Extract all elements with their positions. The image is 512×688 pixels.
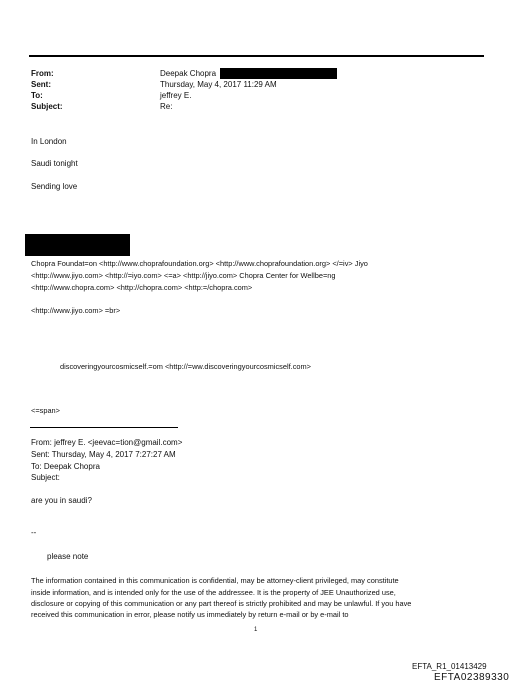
- document-id-2: EFTA02389330: [434, 672, 510, 683]
- redaction-signature: [25, 234, 130, 256]
- quoted-message: are you in saudi?: [31, 496, 92, 505]
- quoted-to: To: Deepak Chopra: [31, 462, 100, 471]
- redaction-email: [220, 68, 337, 79]
- sent-label: Sent:: [31, 80, 51, 89]
- quoted-sent: Sent: Thursday, May 4, 2017 7:27:27 AM: [31, 450, 176, 459]
- subject-label: Subject:: [31, 102, 63, 111]
- body-line-1: In London: [31, 137, 67, 146]
- from-value: Deepak Chopra: [160, 69, 217, 78]
- quoted-dashes: --: [31, 528, 37, 537]
- signature-line-3: <http://www.chopra.com> <http://chopra.com> <http:=/chopra.com>: [31, 283, 253, 292]
- subject-value: Re:: [160, 102, 173, 111]
- signature-line-5: discoveringyourcosmicself.=om <http://=ww.discoveringyourcosmicself.com>: [60, 362, 311, 371]
- quote-separator-rule: [30, 427, 178, 428]
- disclaimer-line-2: inside information, and is intended only for the use of the addressee. It is the property of JEE Unauthorized use,: [31, 588, 396, 597]
- body-line-2: Saudi tonight: [31, 159, 78, 168]
- signature-line-6: <=span>: [31, 406, 60, 415]
- to-label: To:: [31, 91, 43, 100]
- signature-line-4: <http://www.jiyo.com> =br>: [31, 306, 121, 315]
- body-line-3: Sending love: [31, 182, 78, 191]
- disclaimer-line-4: received this communication in error, please notify us immediately by return e-mail or by e-mail to: [31, 610, 349, 619]
- signature-line-1: Chopra Foundat=on <http://www.choprafoundation.org> <http://www.choprafoundation.org> </=iv> Jiyo: [31, 259, 368, 268]
- sent-value: Thursday, May 4, 2017 11:29 AM: [160, 80, 277, 89]
- to-value: jeffrey E.: [160, 91, 192, 100]
- quoted-subject: Subject:: [31, 473, 60, 482]
- header-top-rule: [29, 55, 484, 57]
- note-heading: please note: [47, 552, 89, 561]
- disclaimer-line-1: The information contained in this communication is confidential, may be attorney-client privileged, may constitute: [31, 576, 399, 585]
- quoted-from: From: jeffrey E. <jeevac=tion@gmail.com>: [31, 438, 183, 447]
- from-label: From:: [31, 69, 54, 78]
- document-id-1: EFTA_R1_01413429: [412, 662, 487, 671]
- signature-line-2: <http://www.jiyo.com> <http://=iyo.com> <=a> <http://jiyo.com> Chopra Center for Wellbe=ng: [31, 271, 336, 280]
- page-number: 1: [254, 627, 258, 633]
- disclaimer-line-3: disclosure or copying of this communication or any part thereof is strictly prohibited and may be unlawful. If you have: [31, 599, 412, 608]
